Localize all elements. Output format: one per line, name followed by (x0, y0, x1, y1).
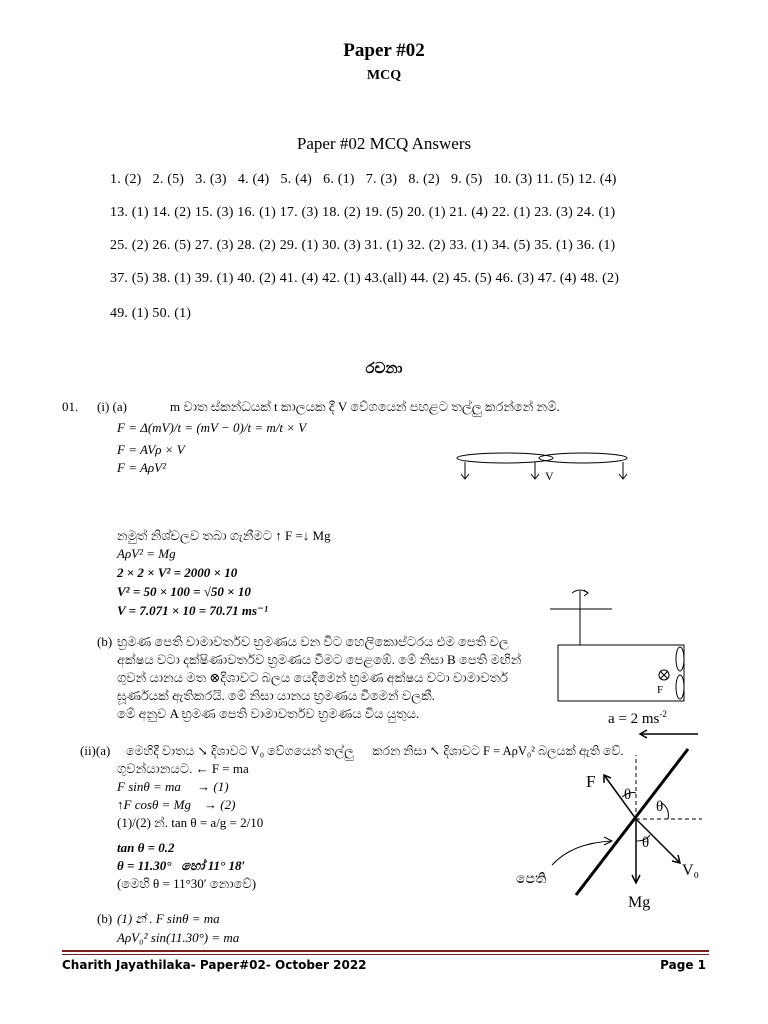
equation: AρV₀² sin(11.30°) = ma (117, 930, 240, 945)
helicopter-diagram (540, 585, 710, 740)
theta-label: θ (642, 835, 650, 851)
equation: (1) න් . F sinθ = ma (117, 911, 220, 926)
explanation-line: ගුවන්යානයට. ← F = ma (117, 761, 249, 776)
page-number: Page 1 (660, 958, 706, 972)
acceleration-label: a = 2 $ms^{-2}$ (608, 709, 667, 727)
equation: (මෙහි θ = 11°30′ නොවේ) (117, 876, 257, 891)
answer-row: 13. (1) 14. (2) 15. (3) 16. (1) 17. (3) 18. (2) 19. (5) 20. (1) 21. (4) 22. (1) 23. (3) 24. (1) (110, 205, 616, 220)
balance-intro: නමුත් නිශ්චලව තබා ගැනීමට ↑ F =↓ Mg (117, 528, 331, 543)
velocity-label: V (545, 469, 554, 483)
page-subtitle: MCQ (366, 68, 402, 83)
explanation-line: මේ අනුව A භ්‍රමණ පෙති වාමාවර්තව භ්‍රමණය විය යුතුය. (117, 706, 420, 721)
explanation-line: මෙහිදී වාතය ↘ දිශාවට V₀ වේගයෙන් තල්ලු කරන නිසා ↖ දිශාවට F = AρV₀² බලයක් ඇති වේ. (126, 744, 624, 758)
question-part-label: (i) (a) (97, 399, 127, 414)
equation: V² = 50 × 100 = √50 × 10 (117, 584, 251, 599)
part-label: (ii)(a) (80, 743, 111, 758)
footer-author: Charith Jayathilaka- Paper#02- October 2022 (62, 958, 367, 972)
blade-label: පෙති (516, 872, 547, 887)
blade-force-diagram (512, 745, 707, 915)
equation: AρV² = Mg (117, 546, 176, 561)
rotor-airflow-diagram (455, 450, 635, 490)
equation: F = Δ(mV)/t = (mV − 0)/t = m/t × V (117, 420, 307, 435)
essay-heading: රචනා (365, 361, 403, 377)
equation: ↑F cosθ = Mg → (2) (117, 797, 236, 812)
answer-row: 49. (1) 50. (1) (110, 306, 192, 321)
equation: F = AVρ × V (117, 442, 185, 457)
footer-rule (62, 950, 709, 952)
answer-row: 25. (2) 26. (5) 27. (3) 28. (2) 29. (1) 30. (3) 31. (1) 32. (2) 33. (1) 34. (5) 35. (1) 36. (1) (110, 238, 616, 253)
footer-rule (62, 954, 709, 955)
explanation-line: ගුවන් යානය මත ⊗දිශාවට බලය යෙදීමෙන් භ්‍රමණ අක්ෂය වටා වාමාවර්ත (117, 670, 508, 685)
explanation-line: භ්‍රමණ පෙති වාමාවර්තව භ්‍රමණය වන විට හෙලිකොප්ටරය එම පෙති වල (117, 634, 509, 649)
equation: θ = 11.30° හෝ 11° 18′ (117, 858, 246, 873)
weight-label: Mg (628, 894, 651, 911)
answers-title: Paper #02 MCQ Answers (296, 134, 472, 153)
explanation-line: අක්ෂය වටා දක්ෂිණාවර්තව භ්‍රමණය වීමට පෙළඹේ. මේ නිසා B පෙති මඟින් (117, 652, 522, 667)
answer-row: 1. (2) 2. (5) 3. (3) 4. (4) 5. (4) 6. (1) 7. (3) 8. (2) 9. (5) 10. (3) 11. (5) 12. (4) (110, 172, 617, 187)
velocity-label: V₀ (682, 862, 700, 879)
page-title: Paper #02 (343, 40, 425, 61)
theta-label: θ (656, 799, 664, 815)
theta-label: θ (624, 787, 632, 803)
question-intro: m වාත ස්කන්ධයක් t කාලයක දී V වේගයෙන් පහළට තල්ලු කරන්නේ නම්. (170, 399, 560, 414)
force-label: F (657, 684, 664, 696)
part-label: (b) (97, 634, 113, 649)
question-number: 01. (62, 399, 79, 414)
equation: 2 × 2 × V² = 2000 × 10 (117, 565, 238, 580)
equation: V = 7.071 × 10 = 70.71 ms⁻¹ (117, 603, 268, 618)
equation: F = AρV² (117, 460, 166, 475)
answer-row: 37. (5) 38. (1) 39. (1) 40. (2) 41. (4) 42. (1) 43.(all) 44. (2) 45. (5) 46. (3) 47. (4) 48. (2) (110, 271, 620, 286)
part-label: (b) (97, 911, 113, 926)
equation: tan θ = 0.2 (117, 840, 175, 855)
equation: F sinθ = ma → (1) (117, 779, 229, 794)
equation: (1)/(2) න්. tan θ = a/g = 2/10 (117, 815, 264, 830)
explanation-line: ඝූර්ණයක් ඇතිකරයි. මේ නිසා යානය භ්‍රමණය වීමෙන් වලකී. (117, 688, 435, 703)
force-label: F (586, 772, 596, 791)
